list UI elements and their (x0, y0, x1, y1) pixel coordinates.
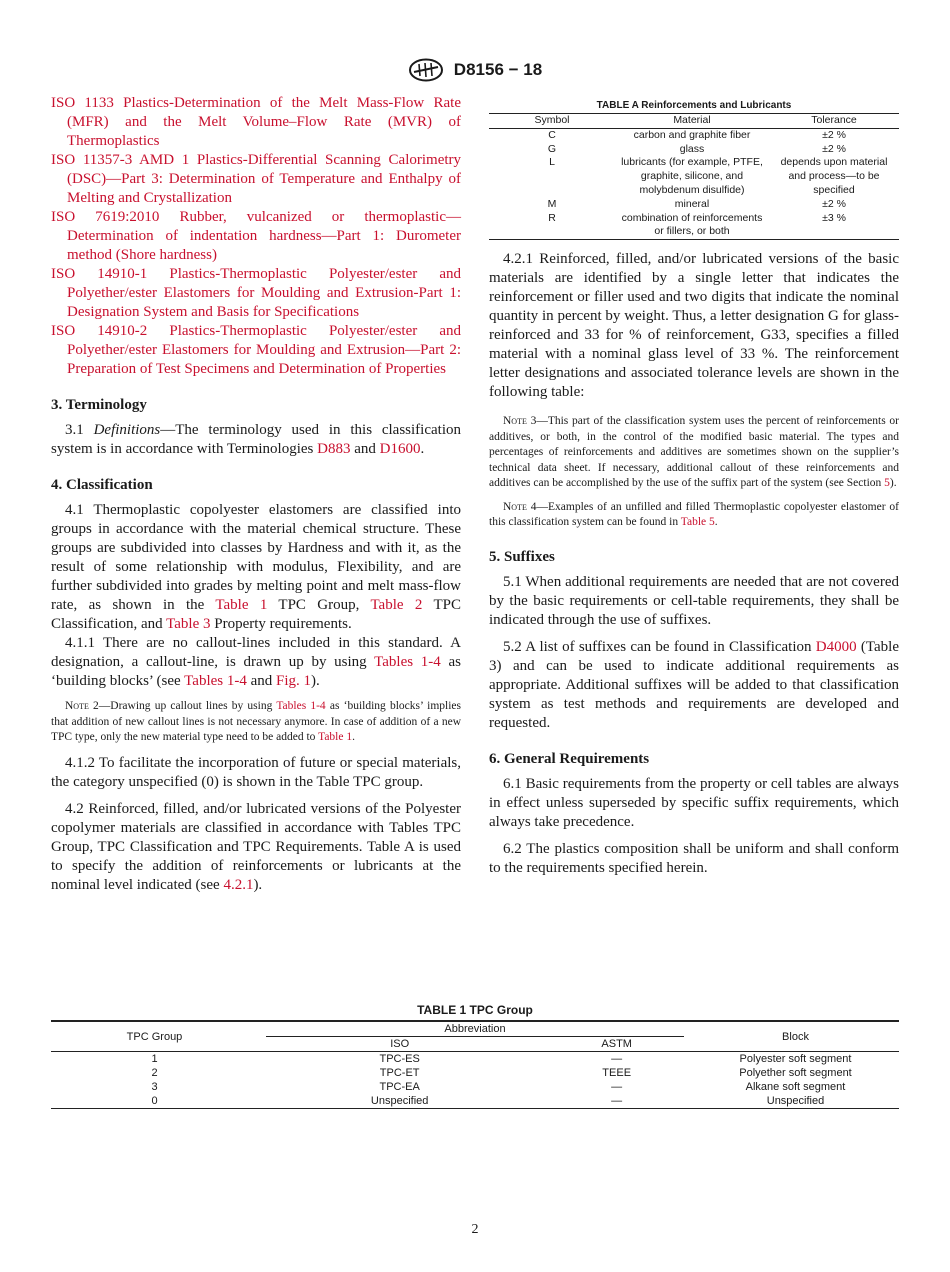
link-tables-1-4[interactable]: Tables 1-4 (184, 673, 247, 689)
reference-code[interactable]: ISO 11357-3 AMD 1 (51, 152, 190, 168)
paragraph-4-1-1: 4.1.1 There are no callout-lines included in this standard. A designation, a callout-line, is drawn up by using Tables 1-4 as ‘building blocks’ (see Tables 1-4 and Fig. 1). (51, 635, 461, 689)
paragraph-4-1-2: 4.1.2 To facilitate the incorporation of future or special materials, the category unspecified (0) is shown in the Table TPC group. (51, 754, 461, 790)
cell-material: carbon and graphite fiber (633, 128, 751, 141)
reference-title[interactable]: Rubber, vulcanized or thermoplastic—Determination of indentation hardness—Part 1: Durometer method (Shore hardness) (67, 209, 461, 263)
cell-symbol: L (549, 156, 555, 169)
table-a-title: TABLE A Reinforcements and Lubricants (596, 100, 792, 111)
cell-material: lubricants (for example, PTFE, graphite, silicone, and molybdenum disulfide) (621, 156, 763, 196)
section-6-heading: 6. General Requirements (489, 750, 650, 767)
table-row (51, 1066, 899, 1080)
link-d883[interactable]: D883 (317, 441, 351, 457)
cell-material: glass (679, 142, 705, 155)
link-table-5[interactable]: Table 5 (680, 516, 715, 529)
paragraph-5-2: 5.2 A list of suffixes can be found in Classification D4000 (Table 3) and can be used to indicate additional requirements as appropriate. Additional suffixes will be added to that classification system as test methods and requirements are developed and requested. (489, 638, 900, 731)
table-row (51, 1080, 899, 1094)
cell-block: Alkane soft segment (745, 1081, 846, 1093)
note-4: Note 4—Examples of an unfilled and filled Thermoplastic copolyester elastomer of this classification system can be found in Table 5. (489, 500, 899, 529)
cell-tolerance: ±2 % (822, 128, 846, 141)
link-4-2-1[interactable]: 4.2.1 (223, 876, 254, 893)
reference-item (51, 265, 461, 322)
link-table-1[interactable]: Table 1 (215, 597, 268, 613)
table-row (489, 128, 899, 142)
page-number: 2 (471, 1222, 479, 1237)
cell-group: 1 (151, 1053, 158, 1065)
cell-block: Polyether soft segment (739, 1067, 852, 1079)
cell-material: combination of reinforcements or fillers, or both (615, 212, 769, 240)
section-3-heading: 3. Terminology (51, 397, 147, 413)
left-column (51, 94, 461, 895)
cell-group: 0 (51, 1094, 258, 1109)
cell-symbol: M (547, 197, 557, 210)
reference-code[interactable]: ISO 14910-2 (51, 323, 148, 339)
cell-group: 3 (151, 1081, 158, 1093)
cell-symbol: C (548, 128, 556, 141)
table-header: Block (692, 1021, 899, 1052)
reference-code[interactable]: ISO 1133 (51, 95, 114, 111)
section-5-heading: 5. Suffixes (489, 548, 555, 565)
cell-tolerance: ±2 % (822, 142, 846, 155)
right-column (489, 94, 899, 878)
table-row (489, 156, 899, 197)
table-1-title: TABLE 1 TPC Group (417, 1003, 533, 1017)
paragraph-3-1: 3.1 Definitions—The terminology used in this classification system is in accordance with Terminologies D883 and D1600. (51, 422, 461, 457)
cell-material: mineral (674, 197, 710, 210)
reference-title[interactable]: Plastics-Determination of the Melt Mass-Flow Rate (MFR) and the Melt Volume–Flow Rate (MVR) of Thermoplastics (67, 95, 461, 149)
reference-title[interactable]: Plastics-Differential Scanning Calorimetry (DSC)—Part 3: Determination of Temperature and Enthalpy of Melting and Crystallization (67, 152, 462, 206)
paragraph-6-1: 6.1 Basic requirements from the property or cell tables are always in effect unless superseded by specific suffix requirements, which always take precedence. (489, 775, 899, 830)
link-tables-1-4[interactable]: Tables 1-4 (276, 700, 326, 712)
paragraph-4-1: 4.1 Thermoplastic copolyester elastomers are classified into groups in accordance with the material chemical structure. These groups are subdivided into classes by Hardness and with it, as the result of some relationship with modulus, Flexibility, and are further subdivided into grades by melting point and melt mass-flow rate, as shown in the Table 1 TPC Group, Table 2 TPC Classification, and Table 3 Property requirements. (51, 502, 461, 632)
cell-tolerance: ±2 % (822, 197, 846, 210)
cell-symbol: G (547, 142, 557, 155)
table-row (489, 212, 899, 240)
reference-list (51, 94, 461, 379)
cell-iso: TPC-ES (379, 1053, 420, 1065)
astm-logo-icon (408, 58, 444, 82)
abbreviation-header: Abbreviation (266, 1022, 684, 1037)
cell-iso: TPC-EA (379, 1081, 420, 1093)
table-row (489, 198, 899, 212)
link-d4000[interactable]: D4000 (815, 638, 857, 655)
link-section-5[interactable]: 5 (884, 477, 890, 490)
cell-tolerance: depends upon material and process—to be specified (780, 156, 888, 196)
table-row (51, 1094, 899, 1109)
note-3: Note 3—This part of the classification system uses the percent of reinforcements or additives, or both, in the control of the modified basic material. The types and percentages of reinforcements and additives are sometimes shown on the supplier’s technical data sheet. If necessary, additional callout of these reinforcements and additives can be accomplished by the use of the suffix part of the system (see Section 5). (489, 415, 899, 490)
table-header (258, 1021, 692, 1037)
table-row (489, 143, 899, 157)
cell-symbol: R (489, 212, 615, 240)
cell-tolerance: ±3 % (769, 212, 899, 240)
reference-code[interactable]: ISO 14910-1 (51, 266, 148, 282)
reference-item (51, 151, 461, 208)
link-tables-1-4[interactable]: Tables 1-4 (374, 654, 441, 670)
table-header: ASTM (541, 1037, 692, 1052)
cell-astm: — (611, 1081, 623, 1093)
paragraph-4-2-1: 4.2.1 Reinforced, filled, and/or lubricated versions of the basic materials are identified by a single letter that indicates the reinforcement or filler used and two digits that indicate the nominal quantity in percent by weight. Thus, a letter designation G for glass-reinforced and 33 for % of reinforcement, G33, specifies a filled material with a nominal glass level of 33 %. The reinforcement letter designations and associated tolerance levels are shown in the following table: (489, 251, 899, 401)
paragraph-4-2: 4.2 Reinforced, filled, and/or lubricated versions of the Polyester copolymer materials are classified in accordance with Tables TPC Group, TPC Classification and TPC Requirements. Table A is used to specify the addition of reinforcements or lubricants at the nominal level indicated (see 4.2.1). (51, 800, 461, 893)
link-table-3[interactable]: Table 3 (166, 616, 211, 632)
cell-astm: — (541, 1094, 692, 1109)
reference-title[interactable]: Plastics-Thermoplastic Polyester/ester and Polyether/ester Elastomers for Moulding and Extrusion—Part 2: Preparation of Test Specimens and Determination of Properties (67, 323, 462, 377)
cell-astm: — (611, 1053, 623, 1065)
table-header: Tolerance (769, 114, 899, 129)
link-table-1[interactable]: Table 1 (318, 731, 353, 743)
link-d1600[interactable]: D1600 (379, 441, 421, 457)
cell-block: Unspecified (692, 1094, 899, 1109)
paragraph-5-1: 5.1 When additional requirements are needed that are not covered by the basic requirements or cell-table requirements, they shall be indicated through the use of suffixes. (489, 573, 899, 628)
reference-code[interactable]: ISO 7619:2010 (51, 209, 160, 225)
table-a (489, 113, 899, 240)
table-header: Symbol (489, 114, 615, 129)
reference-item (51, 94, 461, 151)
standard-designation: D8156 − 18 (453, 60, 543, 79)
link-fig-1[interactable]: Fig. 1 (276, 673, 312, 689)
cell-group: 2 (151, 1067, 158, 1079)
table-header: Material (615, 114, 769, 129)
note-2: Note 2—Drawing up callout lines by using Tables 1-4 as ‘building blocks’ implies that addition of new callout lines is not necessary anymore. In case of addition of a new TPC type, only the new material type need to be added to Table 1. (51, 700, 462, 743)
reference-item (51, 322, 461, 379)
section-4-heading: 4. Classification (51, 477, 153, 493)
page-header (0, 58, 950, 82)
table-header: TPC Group (51, 1021, 258, 1052)
reference-title[interactable]: Plastics-Thermoplastic Polyester/ester and Polyether/ester Elastomers for Moulding and Extrusion-Part 1: Designation System and Basis for Specifications (67, 266, 462, 320)
cell-iso: TPC-ET (379, 1067, 420, 1079)
paragraph-6-2: 6.2 The plastics composition shall be uniform and shall conform to the requirements specified herein. (489, 840, 899, 876)
cell-iso: Unspecified (258, 1094, 541, 1109)
cell-block: Polyester soft segment (739, 1053, 852, 1065)
table-header: ISO (258, 1037, 541, 1052)
cell-astm: TEEE (602, 1067, 632, 1079)
reference-item (51, 208, 461, 265)
table-1 (51, 1020, 899, 1109)
table-row (51, 1052, 899, 1067)
link-table-2[interactable]: Table 2 (370, 597, 423, 613)
